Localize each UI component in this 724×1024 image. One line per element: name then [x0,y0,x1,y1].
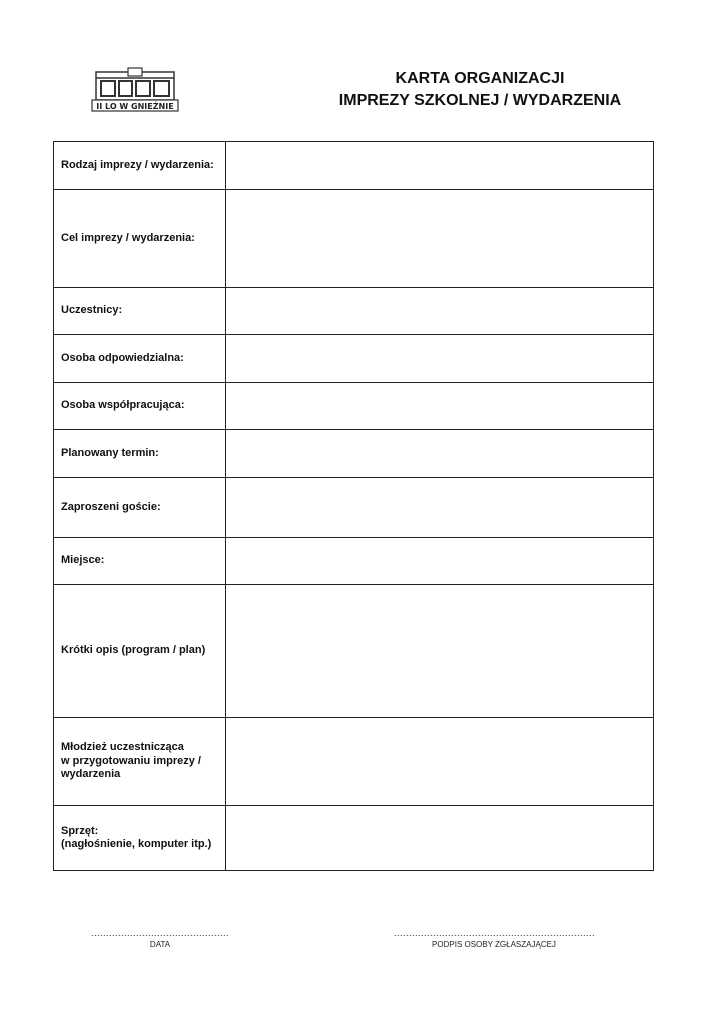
field-invited-guests[interactable] [226,478,654,538]
label-equipment-line-1: Sprzęt: [61,824,99,837]
field-planned-date[interactable] [226,430,654,478]
form-row-planned-date [54,430,654,478]
form-row-equipment [54,806,654,871]
signature-dotted-line[interactable]: ................................................................... [394,928,596,938]
form-row-invited-guests [54,478,654,538]
form-row-short-description [54,585,654,718]
form-row-participants [54,288,654,335]
date-dotted-line[interactable]: .............................................. [90,928,230,938]
field-responsible-person[interactable] [226,335,654,383]
label-participants: Uczestnicy: [54,288,226,335]
form-row-youth-participation [54,718,654,806]
page-title [260,68,700,112]
field-cooperating-person[interactable] [226,383,654,430]
label-responsible-person: Osoba odpowiedzialna: [54,335,226,383]
label-cooperating-person: Osoba współpracująca: [54,383,226,430]
form-row-place [54,538,654,585]
field-participants[interactable] [226,288,654,335]
school-logo [88,66,182,112]
label-planned-date: Planowany termin: [54,430,226,478]
event-form-table [53,141,654,871]
label-invited-guests: Zaproszeni goście: [54,478,226,538]
svg-text:II LO W GNIEŹNIE: II LO W GNIEŹNIE [96,102,174,111]
form-row-event-type [54,142,654,190]
title-line-1: KARTA ORGANIZACJI [395,70,565,87]
date-caption: DATA [149,940,171,949]
title-line-2: IMPREZY SZKOLNEJ / WYDARZENIA [338,92,622,109]
form-row-cooperating-person [54,383,654,430]
field-event-type[interactable] [226,142,654,190]
signature-block [394,928,594,949]
signature-caption: PODPIS OSOBY ZGŁASZAJĄCEJ [432,940,556,949]
field-place[interactable] [226,538,654,585]
label-event-goal: Cel imprezy / wydarzenia: [54,190,226,288]
label-equipment [54,806,226,871]
label-short-description: Krótki opis (program / plan) [54,585,226,718]
field-event-goal[interactable] [226,190,654,288]
field-equipment[interactable] [226,806,654,871]
label-youth-line-1: Młodzież uczestnicząca [61,741,184,754]
label-place: Miejsce: [54,538,226,585]
field-youth-participation[interactable] [226,718,654,806]
label-event-type: Rodzaj imprezy / wydarzenia: [54,142,226,190]
form-row-event-goal [54,190,654,288]
form-row-responsible-person [54,335,654,383]
label-youth-line-2: w przygotowaniu imprezy / [61,754,201,767]
label-equipment-line-2: (nagłośnienie, komputer itp.) [61,838,212,850]
label-youth-line-3: wydarzenia [61,768,121,781]
label-youth-participation [54,718,226,806]
date-signature-block [90,928,230,949]
field-short-description[interactable] [226,585,654,718]
